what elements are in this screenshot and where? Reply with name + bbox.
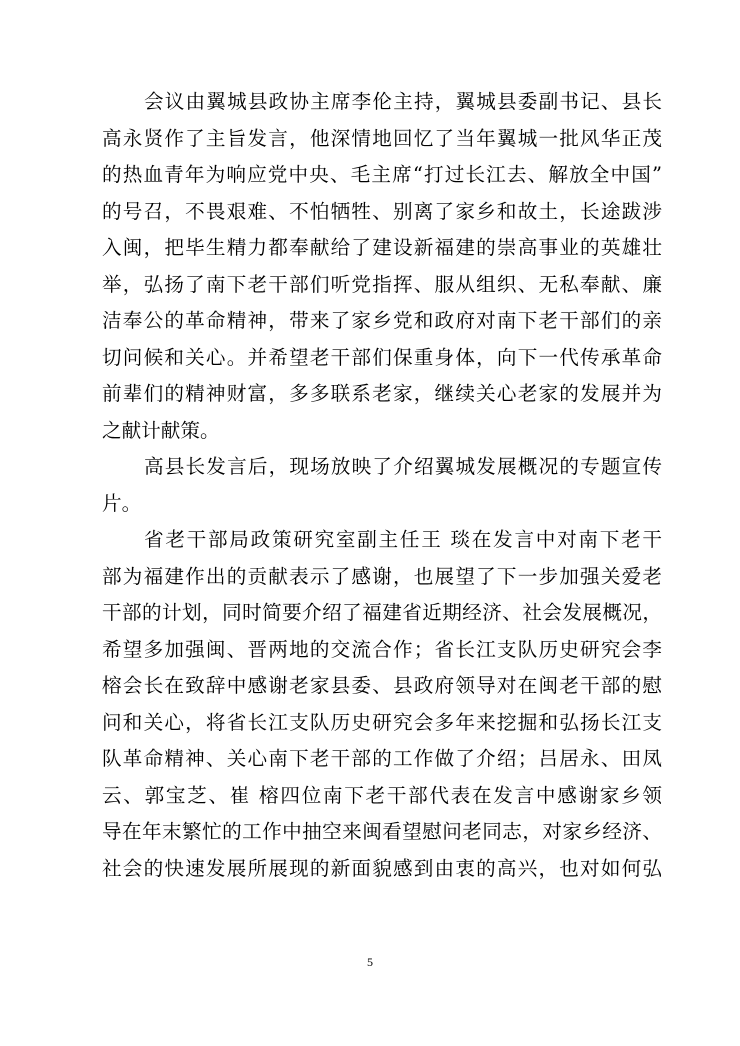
text-line: 前辈们的精神财富，多多联系老家，继续关心老家的发展并为 [102, 382, 662, 405]
body-text [102, 84, 662, 887]
text-line: 云、郭宝芝、崔 榕四位南下老干部代表在发言中感谢家乡领 [102, 783, 662, 807]
text-line: 导在年末繁忙的工作中抽空来闽看望慰问老同志，对家乡经济、 [102, 820, 662, 843]
text-line: 高县长发言后，现场放映了介绍翼城发展概况的专题宣传 [144, 455, 662, 478]
text-line: 的号召，不畏艰难、不怕牺牲、别离了家乡和故土，长途跋涉 [102, 199, 662, 223]
text-line: 入闽，把毕生精力都奉献给了建设新福建的崇高事业的英雄壮 [102, 236, 662, 259]
text-line: 部为福建作出的贡献表示了感谢，也展望了下一步加强关爱老 [102, 564, 662, 588]
text-line: 举，弘扬了南下老干部们听党指挥、服从组织、无私奉献、廉 [102, 272, 662, 296]
text-line: 省老干部局政策研究室副主任王 琰在发言中对南下老干 [144, 528, 662, 551]
text-line: 干部的计划，同时简要介绍了福建省近期经济、社会发展概况， [102, 601, 662, 624]
text-line: 社会的快速发展所展现的新面貌感到由衷的高兴，也对如何弘 [102, 856, 662, 880]
text-line: 希望多加强闽、晋两地的交流合作；省长江支队历史研究会李 [102, 637, 662, 661]
text-line: 片。 [102, 491, 142, 515]
text-line: 的热血青年为响应党中央、毛主席“打过长江去、解放全中国” [102, 163, 662, 186]
text-line: 洁奉公的革命精神，带来了家乡党和政府对南下老干部们的亲 [102, 309, 662, 332]
text-line: 之献计献策。 [102, 418, 220, 442]
text-line: 榕会长在致辞中感谢老家县委、县政府领导对在闽老干部的慰 [102, 674, 662, 697]
text-line: 高永贤作了主旨发言，他深情地回忆了当年翼城一批风华正茂 [102, 126, 662, 150]
text-line: 队革命精神、关心南下老干部的工作做了介绍；吕居永、田凤 [102, 747, 662, 770]
text-line: 问和关心，将省长江支队历史研究会多年来挖掘和弘扬长江支 [102, 710, 662, 734]
text-line: 会议由翼城县政协主席李伦主持，翼城县委副书记、县长 [144, 90, 662, 113]
page-number: 5 [367, 955, 373, 969]
text-line: 切问候和关心。并希望老干部们保重身体，向下一代传承革命 [102, 345, 662, 369]
